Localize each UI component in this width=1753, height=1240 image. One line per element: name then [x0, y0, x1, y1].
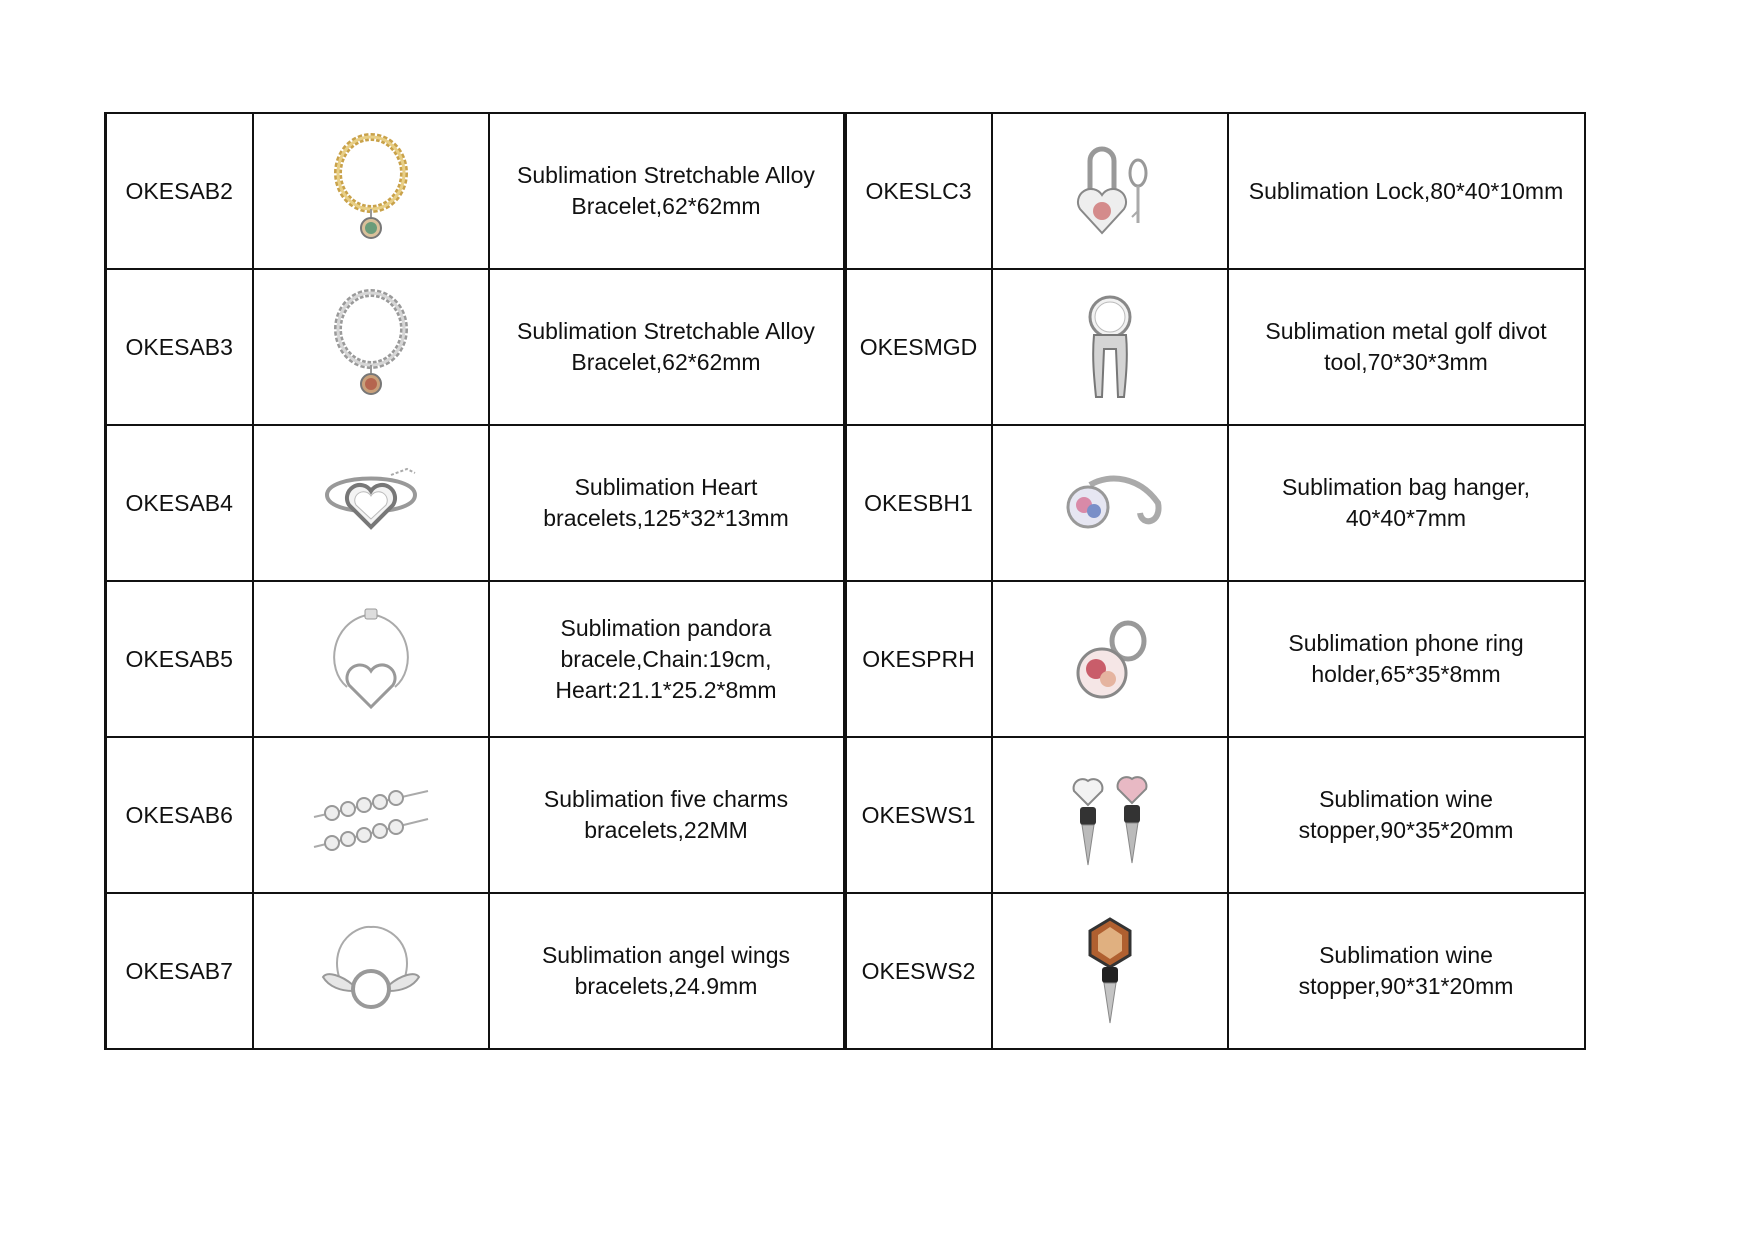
pandora-heart-bracelet-icon: [311, 599, 431, 719]
heart-bangle-bracelet-icon: [311, 443, 431, 563]
table-row: [106, 893, 1585, 1049]
product-code: OKESAB5: [106, 581, 253, 737]
product-code: OKESPRH: [845, 581, 992, 737]
product-image: [992, 893, 1228, 1049]
product-code: OKESAB7: [106, 893, 253, 1049]
product-image: [992, 113, 1228, 269]
product-description: Sublimation bag hanger, 40*40*7mm: [1228, 425, 1585, 581]
product-image: [253, 269, 489, 425]
product-code: OKESMGD: [845, 269, 992, 425]
product-description: Sublimation metal golf divot tool,70*30*3mm: [1228, 269, 1585, 425]
product-description: Sublimation five charms bracelets,22MM: [489, 737, 845, 893]
product-image: [253, 425, 489, 581]
bag-hanger-icon: [1050, 443, 1170, 563]
five-charms-bracelet-icon: [306, 755, 436, 875]
wine-stoppers-pair-icon: [1050, 755, 1170, 875]
product-code: OKESWS2: [845, 893, 992, 1049]
product-image: [253, 581, 489, 737]
product-description: Sublimation Stretchable Alloy Bracelet,62*62mm: [489, 269, 845, 425]
product-catalog-table: [104, 112, 1586, 1050]
angel-wings-bracelet-icon: [311, 911, 431, 1031]
product-code: OKESAB3: [106, 269, 253, 425]
product-code: OKESBH1: [845, 425, 992, 581]
product-image: [253, 113, 489, 269]
product-code: OKESAB2: [106, 113, 253, 269]
golf-divot-tool-icon: [1050, 287, 1170, 407]
product-description: Sublimation wine stopper,90*35*20mm: [1228, 737, 1585, 893]
product-image: [992, 581, 1228, 737]
product-image: [992, 425, 1228, 581]
table-row: [106, 113, 1585, 269]
hexagon-wine-stopper-icon: [1050, 911, 1170, 1031]
gold-stretch-bracelet-icon: [311, 131, 431, 251]
silver-stretch-bracelet-icon: [311, 287, 431, 407]
table-row: [106, 425, 1585, 581]
heart-lock-icon: [1050, 131, 1170, 251]
phone-ring-holder-icon: [1050, 599, 1170, 719]
product-image: [253, 737, 489, 893]
table-row: [106, 581, 1585, 737]
product-description: Sublimation pandora bracele,Chain:19cm, Heart:21.1*25.2*8mm: [489, 581, 845, 737]
product-code: OKESLC3: [845, 113, 992, 269]
product-image: [992, 269, 1228, 425]
product-code: OKESWS1: [845, 737, 992, 893]
table-row: [106, 269, 1585, 425]
table-row: [106, 737, 1585, 893]
product-description: Sublimation angel wings bracelets,24.9mm: [489, 893, 845, 1049]
product-code: OKESAB6: [106, 737, 253, 893]
product-description: Sublimation Lock,80*40*10mm: [1228, 113, 1585, 269]
product-code: OKESAB4: [106, 425, 253, 581]
product-description: Sublimation Heart bracelets,125*32*13mm: [489, 425, 845, 581]
product-description: Sublimation Stretchable Alloy Bracelet,62*62mm: [489, 113, 845, 269]
product-description: Sublimation phone ring holder,65*35*8mm: [1228, 581, 1585, 737]
product-image: [992, 737, 1228, 893]
product-description: Sublimation wine stopper,90*31*20mm: [1228, 893, 1585, 1049]
product-image: [253, 893, 489, 1049]
